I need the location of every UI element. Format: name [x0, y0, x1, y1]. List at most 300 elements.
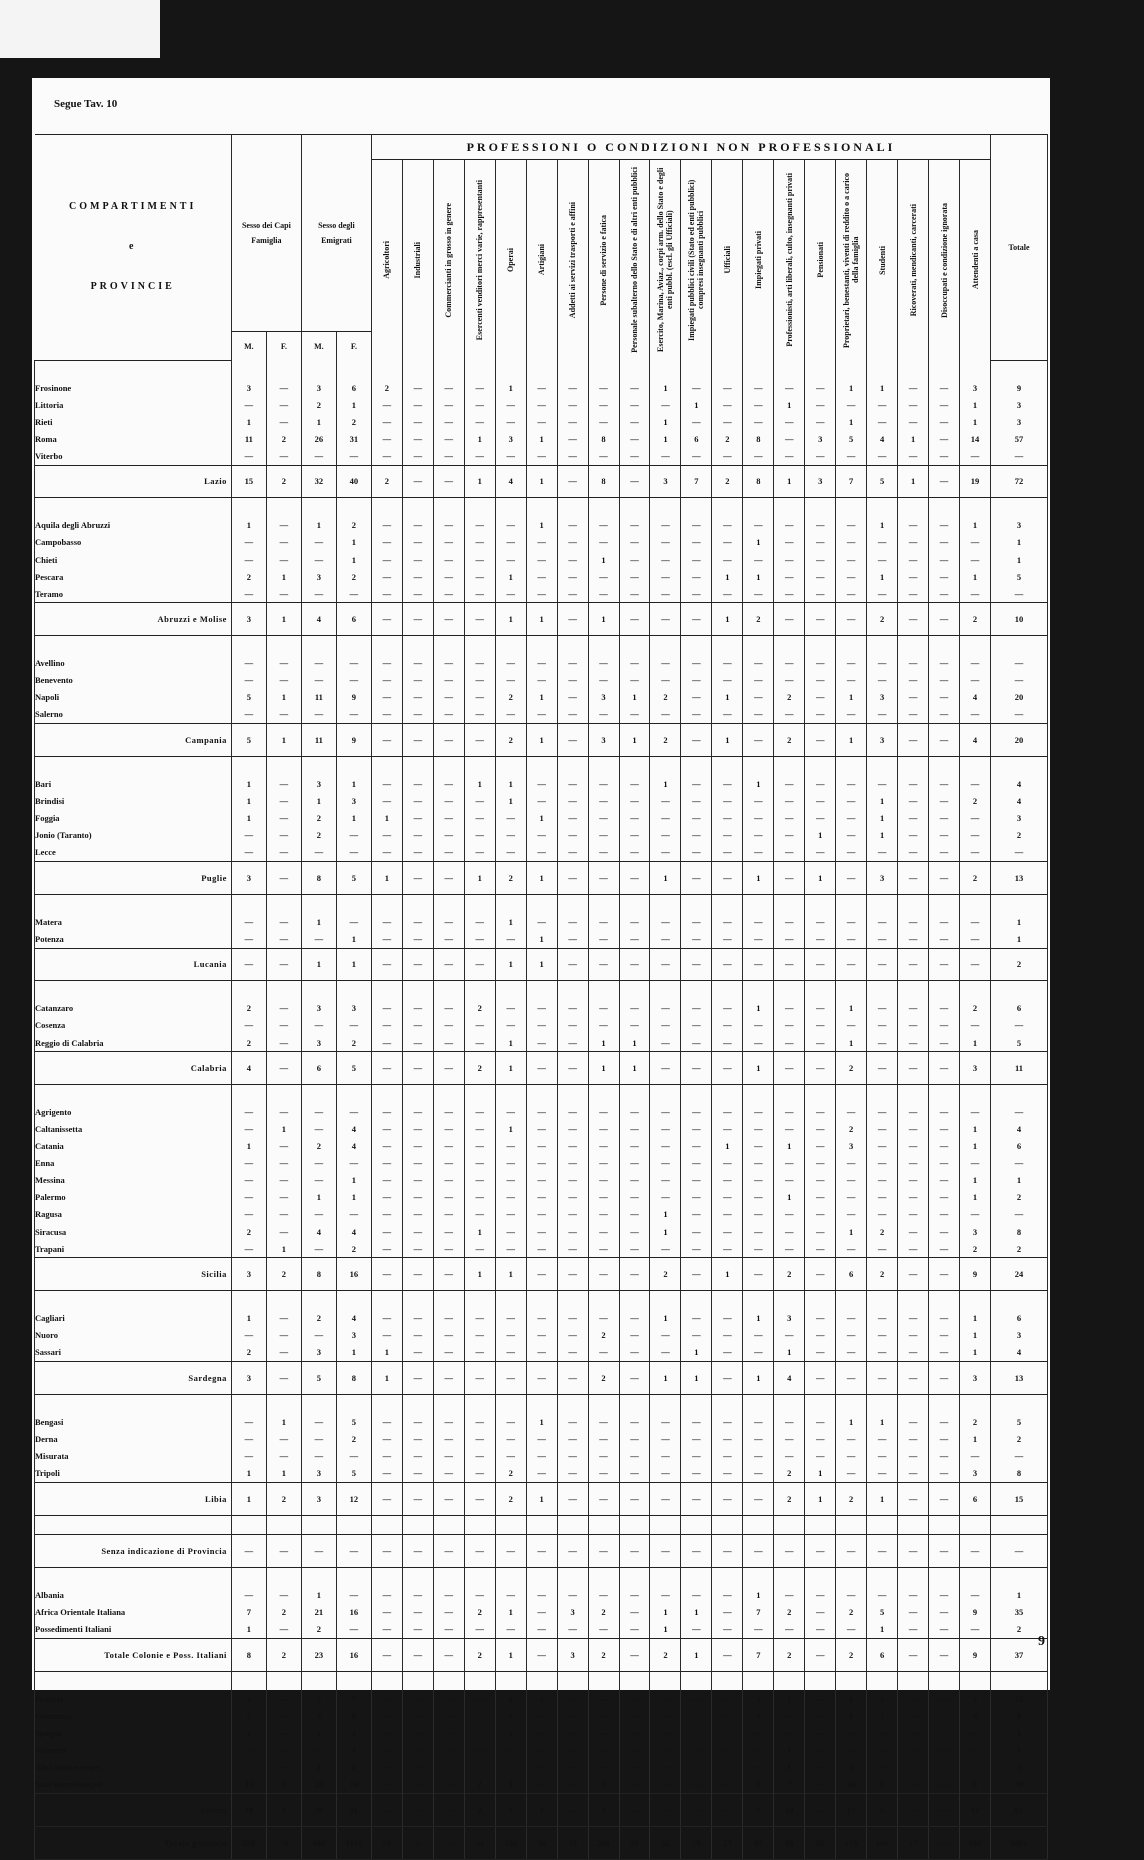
cell: 57 [991, 430, 1048, 447]
cell: — [588, 1621, 619, 1639]
cell: — [433, 810, 464, 827]
cell: — [774, 706, 805, 724]
cell: — [433, 447, 464, 465]
cell: — [774, 775, 805, 792]
cell: — [867, 1138, 898, 1155]
row-label: Lucania [35, 948, 232, 981]
cell: 3 [743, 1776, 774, 1794]
cell: 6 [336, 379, 371, 396]
cell: — [991, 447, 1048, 465]
row-label: Abruzzi e Molise [35, 603, 232, 636]
cell: — [712, 1361, 743, 1394]
cell: — [371, 1690, 402, 1707]
cell: — [588, 1741, 619, 1758]
cell: 2 [588, 1604, 619, 1621]
table-row [35, 1464, 1048, 1482]
cell: — [991, 1155, 1048, 1172]
cell: — [836, 551, 867, 568]
cell: — [712, 1464, 743, 1482]
cell: — [433, 1413, 464, 1430]
cell: — [266, 1758, 301, 1775]
cell: 7 [231, 1604, 266, 1621]
cell: — [619, 706, 650, 724]
cell: — [301, 1535, 336, 1568]
cell: — [557, 1138, 588, 1155]
cell: 2 [650, 1258, 681, 1291]
cell: — [929, 844, 960, 862]
cell: — [743, 1482, 774, 1515]
prof-col-label-18: Disoccupati e condizione ignorata [939, 202, 949, 318]
cell: — [929, 1826, 960, 1859]
cell: — [991, 844, 1048, 862]
cell: 1 [266, 724, 301, 757]
cell: — [464, 1587, 495, 1604]
cell: 6 [991, 1138, 1048, 1155]
cell: 1 [231, 1310, 266, 1327]
cell: 2 [836, 1052, 867, 1085]
cell: — [712, 1413, 743, 1430]
cell: 3 [650, 465, 681, 498]
cell: — [301, 1430, 336, 1447]
cell: — [898, 517, 929, 534]
cell: 1 [526, 465, 557, 498]
cell: — [231, 930, 266, 948]
cell: — [371, 1464, 402, 1482]
cell: — [557, 913, 588, 930]
cell: 1 [960, 1327, 991, 1344]
cell: — [898, 1535, 929, 1568]
cell: 391 [960, 1826, 991, 1859]
cell: 2 [464, 1793, 495, 1826]
cell: — [371, 1707, 402, 1724]
cell: — [681, 775, 712, 792]
cell: — [588, 1690, 619, 1707]
cell: — [898, 689, 929, 706]
cell: 4 [960, 724, 991, 757]
cell: — [557, 1741, 588, 1758]
cell: 1 [712, 568, 743, 585]
cell: — [619, 844, 650, 862]
cell: — [557, 948, 588, 981]
table-row [35, 810, 1048, 827]
cell: 1 [867, 1621, 898, 1639]
cell: — [774, 1327, 805, 1344]
cell: — [712, 1052, 743, 1085]
cell: 1 [991, 1587, 1048, 1604]
cell: 1115 [336, 1826, 371, 1859]
cell: 1 [495, 1638, 526, 1671]
row-label: Altri Stati europei [35, 1758, 232, 1775]
cell: 1 [991, 534, 1048, 551]
cell: 1 [301, 948, 336, 981]
cell: — [991, 1206, 1048, 1223]
cell: — [433, 1155, 464, 1172]
cell: 12 [960, 1793, 991, 1826]
cell: — [774, 861, 805, 894]
cell: 1 [301, 1587, 336, 1604]
cell: — [371, 913, 402, 930]
cell: 1 [301, 1758, 336, 1775]
cell: — [231, 1172, 266, 1189]
cell: — [743, 844, 774, 862]
cell: — [266, 861, 301, 894]
cell: 29 [371, 1826, 402, 1859]
cell: — [588, 948, 619, 981]
cell: — [526, 1447, 557, 1464]
cell: 8 [301, 1258, 336, 1291]
cell: 1 [495, 1121, 526, 1138]
table-row [35, 413, 1048, 430]
cell: 8 [743, 465, 774, 498]
cell: — [774, 655, 805, 672]
cell: — [681, 1690, 712, 1707]
row-label: Rieti [35, 413, 232, 430]
cell: 1 [231, 810, 266, 827]
cell: — [743, 1413, 774, 1430]
subtotal-row [35, 948, 1048, 981]
cell: — [619, 1535, 650, 1568]
cell: 6 [867, 1793, 898, 1826]
cell: — [402, 1189, 433, 1206]
table-row [35, 844, 1048, 862]
cell: 1 [526, 689, 557, 706]
cell: — [650, 1690, 681, 1707]
cell: — [867, 913, 898, 930]
subtotal-row [35, 465, 1048, 498]
cell: — [495, 1535, 526, 1568]
cell: — [266, 948, 301, 981]
cell: — [402, 1052, 433, 1085]
row-label: Littoria [35, 396, 232, 413]
cell: 4 [991, 1344, 1048, 1362]
cell: — [371, 1155, 402, 1172]
cell: — [266, 1535, 301, 1568]
cell: — [231, 655, 266, 672]
prof-col-header-4 [495, 160, 526, 361]
cell: — [898, 706, 929, 724]
cell: — [231, 551, 266, 568]
cell: — [495, 1361, 526, 1394]
cell: 2 [464, 1776, 495, 1794]
table-row [35, 1690, 1048, 1707]
cell: 3 [301, 568, 336, 585]
cell: — [301, 1447, 336, 1464]
cell: 141 [867, 1826, 898, 1859]
cell: — [588, 1310, 619, 1327]
cell: — [371, 1310, 402, 1327]
cell: — [371, 724, 402, 757]
cell: 10 [557, 1826, 588, 1859]
cell: — [266, 792, 301, 809]
cell: — [433, 1223, 464, 1240]
row-label: Catanzaro [35, 1000, 232, 1017]
cell: — [650, 551, 681, 568]
cell: — [774, 1413, 805, 1430]
cell: — [336, 1535, 371, 1568]
totale-header: Totale [991, 135, 1048, 361]
cell: — [371, 1052, 402, 1085]
row-label: Roma [35, 430, 232, 447]
table-row [35, 792, 1048, 809]
cell: 1 [266, 1464, 301, 1482]
cell: — [402, 948, 433, 981]
cell: — [433, 1430, 464, 1447]
cell: — [526, 379, 557, 396]
cell: — [266, 672, 301, 689]
cell: — [929, 1052, 960, 1085]
cell: — [836, 1327, 867, 1344]
cell: 2 [266, 465, 301, 498]
cell: — [898, 844, 929, 862]
cell: — [743, 1172, 774, 1189]
cell: 2 [991, 948, 1048, 981]
prof-col-label-6: Addetti ai servizi trasporti e affini [568, 201, 578, 319]
cell: — [402, 1758, 433, 1775]
spacer-row [35, 1515, 1048, 1535]
cell: — [898, 1587, 929, 1604]
cell: 9 [960, 1258, 991, 1291]
cell: — [929, 792, 960, 809]
cell: — [898, 930, 929, 948]
prof-col-label-19: Attendenti a casa [970, 230, 980, 290]
cell: — [898, 724, 929, 757]
cell: — [929, 913, 960, 930]
cell: — [526, 447, 557, 465]
cell: — [929, 1327, 960, 1344]
cell: 1 [495, 913, 526, 930]
cell: — [929, 1017, 960, 1034]
cell: 2 [991, 827, 1048, 844]
cell: 1 [836, 413, 867, 430]
cell: 4 [991, 792, 1048, 809]
cell: 1 [526, 948, 557, 981]
cell: — [774, 948, 805, 981]
cell: — [774, 913, 805, 930]
cell: — [433, 1793, 464, 1826]
cell: 17 [836, 1793, 867, 1826]
cell: — [588, 1482, 619, 1515]
cell: — [774, 792, 805, 809]
cell: — [464, 1172, 495, 1189]
cell: — [433, 1482, 464, 1515]
cell: 2 [231, 1034, 266, 1052]
row-label: Avellino [35, 655, 232, 672]
cell: — [301, 844, 336, 862]
cell: 16 [336, 1638, 371, 1671]
cell: — [588, 1535, 619, 1568]
cell: — [402, 1604, 433, 1621]
cell: — [929, 568, 960, 585]
cell: 1 [743, 1310, 774, 1327]
row-label: Puglie [35, 861, 232, 894]
cell: 1 [231, 517, 266, 534]
cell: — [867, 655, 898, 672]
cell: — [336, 1155, 371, 1172]
cell: — [929, 603, 960, 636]
cell: 2 [960, 1690, 991, 1707]
cell: — [991, 655, 1048, 672]
cell: — [231, 1741, 266, 1758]
cell: — [588, 1223, 619, 1240]
cell: 5 [991, 1413, 1048, 1430]
cell: — [681, 1413, 712, 1430]
cell: — [495, 1310, 526, 1327]
cell: 175 [836, 1826, 867, 1859]
cell: — [681, 603, 712, 636]
prof-col-label-17: Ricoverati, mendicanti, carcerati [908, 203, 918, 317]
cell: 9 [336, 689, 371, 706]
subtotal-row [35, 1361, 1048, 1394]
cell: 1 [743, 1361, 774, 1394]
cell: — [371, 1172, 402, 1189]
cell: — [681, 1776, 712, 1794]
cell: 2 [867, 1223, 898, 1240]
cell: — [402, 1034, 433, 1052]
cell: — [371, 844, 402, 862]
cell: 1 [712, 689, 743, 706]
cell: 6 [867, 1638, 898, 1671]
cell: — [588, 655, 619, 672]
cell: 12 [336, 1482, 371, 1515]
cell: — [526, 844, 557, 862]
cell: — [867, 551, 898, 568]
cell: — [898, 447, 929, 465]
cell: — [266, 1223, 301, 1240]
row-label: Libia [35, 1482, 232, 1515]
cell: — [774, 1707, 805, 1724]
cell: 2 [991, 1189, 1048, 1206]
cell: — [402, 1724, 433, 1741]
cell: — [774, 844, 805, 862]
cell: — [266, 447, 301, 465]
row-label: Sicilia [35, 1258, 232, 1291]
cell: — [526, 1052, 557, 1085]
row-label: Cosenza [35, 1017, 232, 1034]
cell: — [712, 827, 743, 844]
cell: 3 [805, 465, 836, 498]
cell: 1 [650, 413, 681, 430]
cell: — [836, 948, 867, 981]
prof-col-header-7 [588, 160, 619, 361]
cell: 1 [266, 568, 301, 585]
cell: — [266, 1034, 301, 1052]
cell: — [402, 672, 433, 689]
cell: — [929, 1707, 960, 1724]
cell: — [743, 913, 774, 930]
cell: — [495, 1413, 526, 1430]
cell: 1 [836, 724, 867, 757]
cell: — [588, 672, 619, 689]
cell: — [805, 948, 836, 981]
cell: — [371, 1741, 402, 1758]
prof-col-label-10: Impiegati pubblici civili (Stato ed enti pubblici) compresi insegnanti pubblici [687, 179, 706, 341]
cell: 2 [836, 1604, 867, 1621]
cell: — [495, 1447, 526, 1464]
cell: — [743, 930, 774, 948]
cell: — [805, 379, 836, 396]
cell: — [898, 1430, 929, 1447]
cell: — [619, 1361, 650, 1394]
cell: — [650, 1482, 681, 1515]
cell: — [231, 1535, 266, 1568]
cell: — [898, 1327, 929, 1344]
row-label: Matera [35, 913, 232, 930]
cell: — [619, 1138, 650, 1155]
cell: 1 [336, 1172, 371, 1189]
cell: — [371, 447, 402, 465]
cell: 1 [371, 861, 402, 894]
cell: — [681, 706, 712, 724]
cell: 13 [991, 861, 1048, 894]
cell: — [433, 1240, 464, 1258]
cell: — [371, 689, 402, 706]
cell: 16 [836, 1776, 867, 1794]
cell: — [588, 447, 619, 465]
cell: — [619, 1413, 650, 1430]
cell: — [929, 672, 960, 689]
cell: — [464, 844, 495, 862]
cell: — [402, 465, 433, 498]
cell: — [402, 585, 433, 603]
cell: — [557, 792, 588, 809]
cell: — [743, 792, 774, 809]
cell: — [650, 1034, 681, 1052]
table-row [35, 534, 1048, 551]
cell: — [557, 1361, 588, 1394]
row-label: Misurata [35, 1447, 232, 1464]
cell: — [805, 1587, 836, 1604]
cell: — [402, 1104, 433, 1121]
cell: — [557, 1690, 588, 1707]
cell: — [898, 1223, 929, 1240]
cell: — [681, 1223, 712, 1240]
cell: 1 [991, 1741, 1048, 1758]
cell: 1 [867, 568, 898, 585]
cell: — [371, 1430, 402, 1447]
cell: — [433, 1138, 464, 1155]
cell: — [557, 1430, 588, 1447]
cell: — [805, 1741, 836, 1758]
cell: — [526, 655, 557, 672]
cell: — [588, 1172, 619, 1189]
cell: 1 [371, 1361, 402, 1394]
cell: — [898, 1776, 929, 1794]
cell: — [712, 706, 743, 724]
cell: — [712, 1223, 743, 1240]
cell: — [712, 1189, 743, 1206]
cell: — [464, 1344, 495, 1362]
cell: — [619, 1017, 650, 1034]
cell: — [991, 1535, 1048, 1568]
cell: — [712, 844, 743, 862]
cell: — [774, 1121, 805, 1138]
row-label: Albania [35, 1587, 232, 1604]
cell: 8 [991, 1223, 1048, 1240]
cell: 3 [960, 1223, 991, 1240]
cell: — [681, 1034, 712, 1052]
cell: 7 [336, 1690, 371, 1707]
cell: 3 [231, 1361, 266, 1394]
cell: 5 [301, 1690, 336, 1707]
cell: — [464, 913, 495, 930]
cell: 2 [495, 689, 526, 706]
cell: — [402, 775, 433, 792]
cell: — [743, 706, 774, 724]
cell: — [960, 655, 991, 672]
row-label: Caltanissetta [35, 1121, 232, 1138]
cell: — [336, 1017, 371, 1034]
cell: — [464, 1690, 495, 1707]
